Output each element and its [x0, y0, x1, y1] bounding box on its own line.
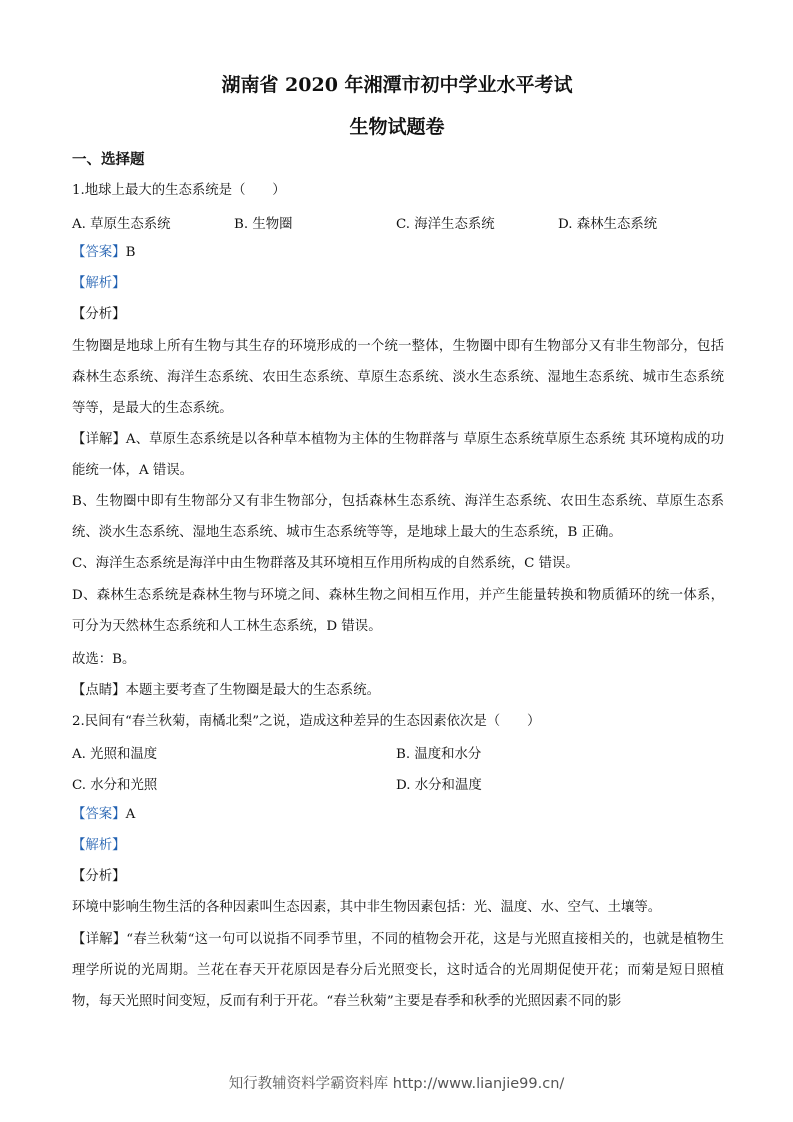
q1-comment: 【点睛】本题主要考查了生物圈是最大的生态系统。 — [72, 683, 380, 698]
page-subtitle: 生物试题卷 — [349, 116, 445, 138]
answer-value: B — [125, 245, 136, 260]
q2-analysis-label: 【解析】 — [72, 838, 126, 853]
page-title: 湖南省 2020 年湘潭市初中学业水平考试 — [221, 74, 573, 96]
q1-detail-a: 【详解】A、草原生态系统是以各种草本植物为主体的生物群落与 草原生态系统草原生态系统 其环境构成的功能统一体，A 错误。 — [72, 432, 724, 478]
q1-option-d: D. 森林生态系统 — [558, 217, 658, 232]
q1-analysis-label: 【解析】 — [72, 276, 126, 291]
q1-answer — [72, 243, 724, 263]
q1-option-a: A. 草原生态系统 — [72, 217, 171, 232]
q2-detail: 【详解】“春兰秋菊“这一句可以说指不同季节里，不同的植物会开花，这是与光照直接相关的，也就是植物生理学所说的光周期。兰花在春天开花原因是春分后光照变长，这时适合的光周期促使开花；而菊是短日照植物，每天光照时间变短，反而有利于开花。“春兰秋菊”主要是春季和秋季的光照因素不同的影 — [72, 932, 724, 1009]
q1-detail-b: B、生物圈中即有生物部分又有非生物部分，包括森林生态系统、海洋生态系统、农田生态系统、草原生态系统、淡水生态系统、湿地生态系统、城市生态系统等等，是地球上最大的生态系统，B 正确。 — [72, 494, 724, 540]
q1-detail-d: D、森林生态系统是森林生物与环境之间、森林生物之间相互作用，并产生能量转换和物质循环的统一体系，可分为天然林生态系统和人工林生态系统，D 错误。 — [72, 588, 724, 634]
q1-option-b: B. 生物圈 — [234, 217, 293, 232]
q2-answer — [72, 805, 724, 825]
q2-option-d: D. 水分和温度 — [396, 778, 482, 793]
section-heading: 一、选择题 — [72, 151, 145, 168]
q1-detail-c: C、海洋生态系统是海洋中由生物群落及其环境相互作用所构成的自然系统，C 错误。 — [72, 556, 579, 571]
q1-fenxi-label: 【分析】 — [72, 307, 126, 322]
q2-fenxi-text: 环境中影响生物生活的各种因素叫生态因素，其中非生物因素包括：光、温度、水、空气、土壤等。 — [72, 900, 662, 915]
q2-option-b: B. 温度和水分 — [396, 747, 482, 762]
answer-value: A — [125, 807, 136, 822]
answer-label: 【答案】 — [72, 245, 126, 260]
q1-stem: 1.地球上最大的生态系统是（ ） — [72, 183, 286, 198]
answer-label: 【答案】 — [72, 807, 126, 822]
q2-stem: 2.民间有“春兰秋菊，南橘北梨”之说，造成这种差异的生态因素依次是（ ） — [72, 714, 541, 729]
q2-option-c: C. 水分和光照 — [72, 778, 158, 793]
page-footer: 知行教辅资料学霸资料库 http://www.lianjie99.cn/ — [228, 1076, 565, 1092]
q2-fenxi-label: 【分析】 — [72, 869, 126, 884]
q2-option-a: A. 光照和温度 — [72, 747, 158, 762]
q1-conclusion: 故选：B。 — [72, 652, 136, 667]
q1-option-c: C. 海洋生态系统 — [396, 217, 495, 232]
q1-fenxi-text: 生物圈是地球上所有生物与其生存的环境形成的一个统一整体，生物圈中即有生物部分又有非生物部分，包括森林生态系统、海洋生态系统、农田生态系统、草原生态系统、淡水生态系统、湿地生态系统、城市生态系统等等，是最大的生态系统。 — [72, 339, 724, 416]
